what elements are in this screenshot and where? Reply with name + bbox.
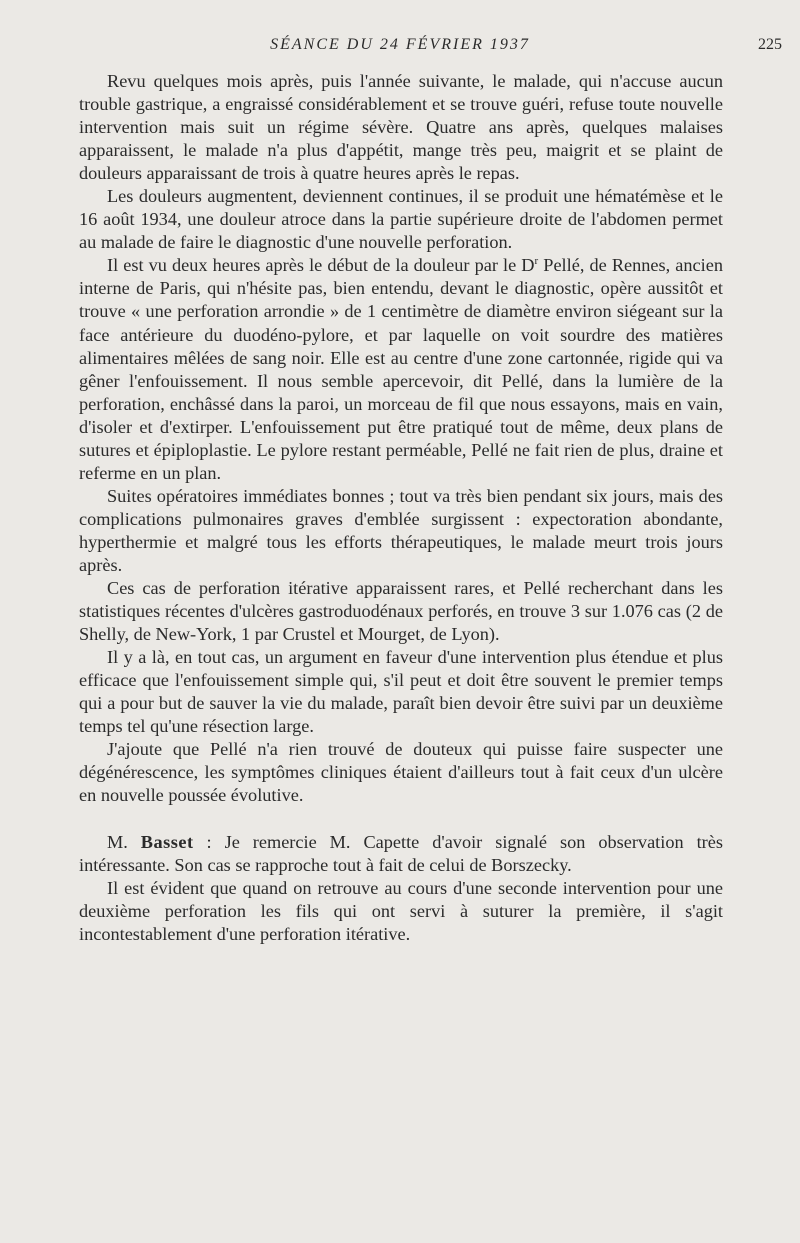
page-number: 225 bbox=[758, 36, 782, 53]
speaker-name: Basset bbox=[140, 831, 194, 852]
paragraph-1: Revu quelques mois après, puis l'année suivante, le malade, qui n'accuse aucun trouble gastrique, a engraissé considérablement et se trouve guéri, refuse toute nouvelle intervention mais suit un régime sévère. Quatre ans après, quelques malaises apparaissent, le malade n'a plus d'appétit, mange très peu, maigrit et se plaint de douleurs apparaissant de trois à quatre heures après le repas. bbox=[79, 71, 723, 184]
discussion-remark bbox=[79, 831, 723, 877]
doctor-superscript: r bbox=[534, 255, 539, 268]
paragraph-3-start: Il est vu deux heures après le début de la douleur par le D bbox=[107, 255, 535, 276]
speaker-prefix: M. bbox=[107, 831, 128, 852]
paragraph-3 bbox=[79, 254, 723, 484]
paragraph-5: Ces cas de perforation itérative apparaissent rares, et Pellé recherchant dans les statistiques récentes d'ulcères gastroduodénaux perforés, en trouve 3 sur 1.076 cas (2 de Shelly, de New-York, 1 par Crustel et Mourget, de Lyon). bbox=[79, 578, 723, 645]
paragraph-2: Les douleurs augmentent, deviennent continues, il se produit une hématémèse et le 16 août 1934, une douleur atroce dans la partie supérieure droite de l'abdomen permet au malade de faire le diagnostic d'une nouvelle perforation. bbox=[79, 186, 723, 253]
paragraph-7: J'ajoute que Pellé n'a rien trouvé de douteux qui puisse faire suspecter une dégénérescence, les symptômes cliniques étaient d'ailleurs tout à fait ceux d'un ulcère en nouvelle poussée évolutive. bbox=[79, 739, 723, 806]
running-title: SÉANCE DU 24 FÉVRIER 1937 bbox=[270, 36, 530, 53]
paragraph-6: Il y a là, en tout cas, un argument en faveur d'une intervention plus étendue et plus efficace que l'enfouissement simple qui, s'il peut et doit être souvent le premier temps qui a pour but de sauver la vie du malade, paraît bien devoir être suivi par un deuxième temps tel qu'une résection large. bbox=[79, 647, 723, 737]
paragraph-3-rest: Pellé, de Rennes, ancien interne de Paris, qui n'hésite pas, bien entendu, devant le diagnostic, opère aussitôt et trouve « une perforation arrondie » de 1 centimètre de diamètre environ siégeant sur la face antérieure du duodéno-pylore, et par laquelle on voit sourdre des matières alimentaires mêlées de sang noir. Elle est au centre d'une zone cartonnée, rigide qui va gêner l'enfouissement. Il nous semble apercevoir, dit Pellé, dans la lumière de la perforation, enchâssé dans la paroi, un morceau de fil que nous essayons, mais en vain, d'isoler et d'extirper. L'enfouissement put être pratiqué tout de même, deux plans de sutures et épiploplastie. Le pylore restant perméable, Pellé ne fait rien de plus, draine et referme en un plan. bbox=[79, 255, 723, 483]
speaker-remark: : Je remercie M. Capette d'avoir signalé son observation très intéressante. Son cas se rapproche tout à fait de celui de Borszecky. bbox=[79, 831, 723, 875]
body-text bbox=[79, 70, 723, 946]
discussion-followup: Il est évident que quand on retrouve au cours d'une seconde intervention pour une deuxième perforation les fils qui ont servi à suturer la première, il s'agit incontestablement d'une perforation itérative. bbox=[79, 877, 723, 944]
page-header bbox=[0, 34, 800, 58]
paragraph-4: Suites opératoires immédiates bonnes ; tout va très bien pendant six jours, mais des complications pulmonaires graves d'emblée surgissent : expectoration abondante, hyperthermie et malgré tous les efforts thérapeutiques, le malade meurt trois jours après. bbox=[79, 485, 723, 575]
